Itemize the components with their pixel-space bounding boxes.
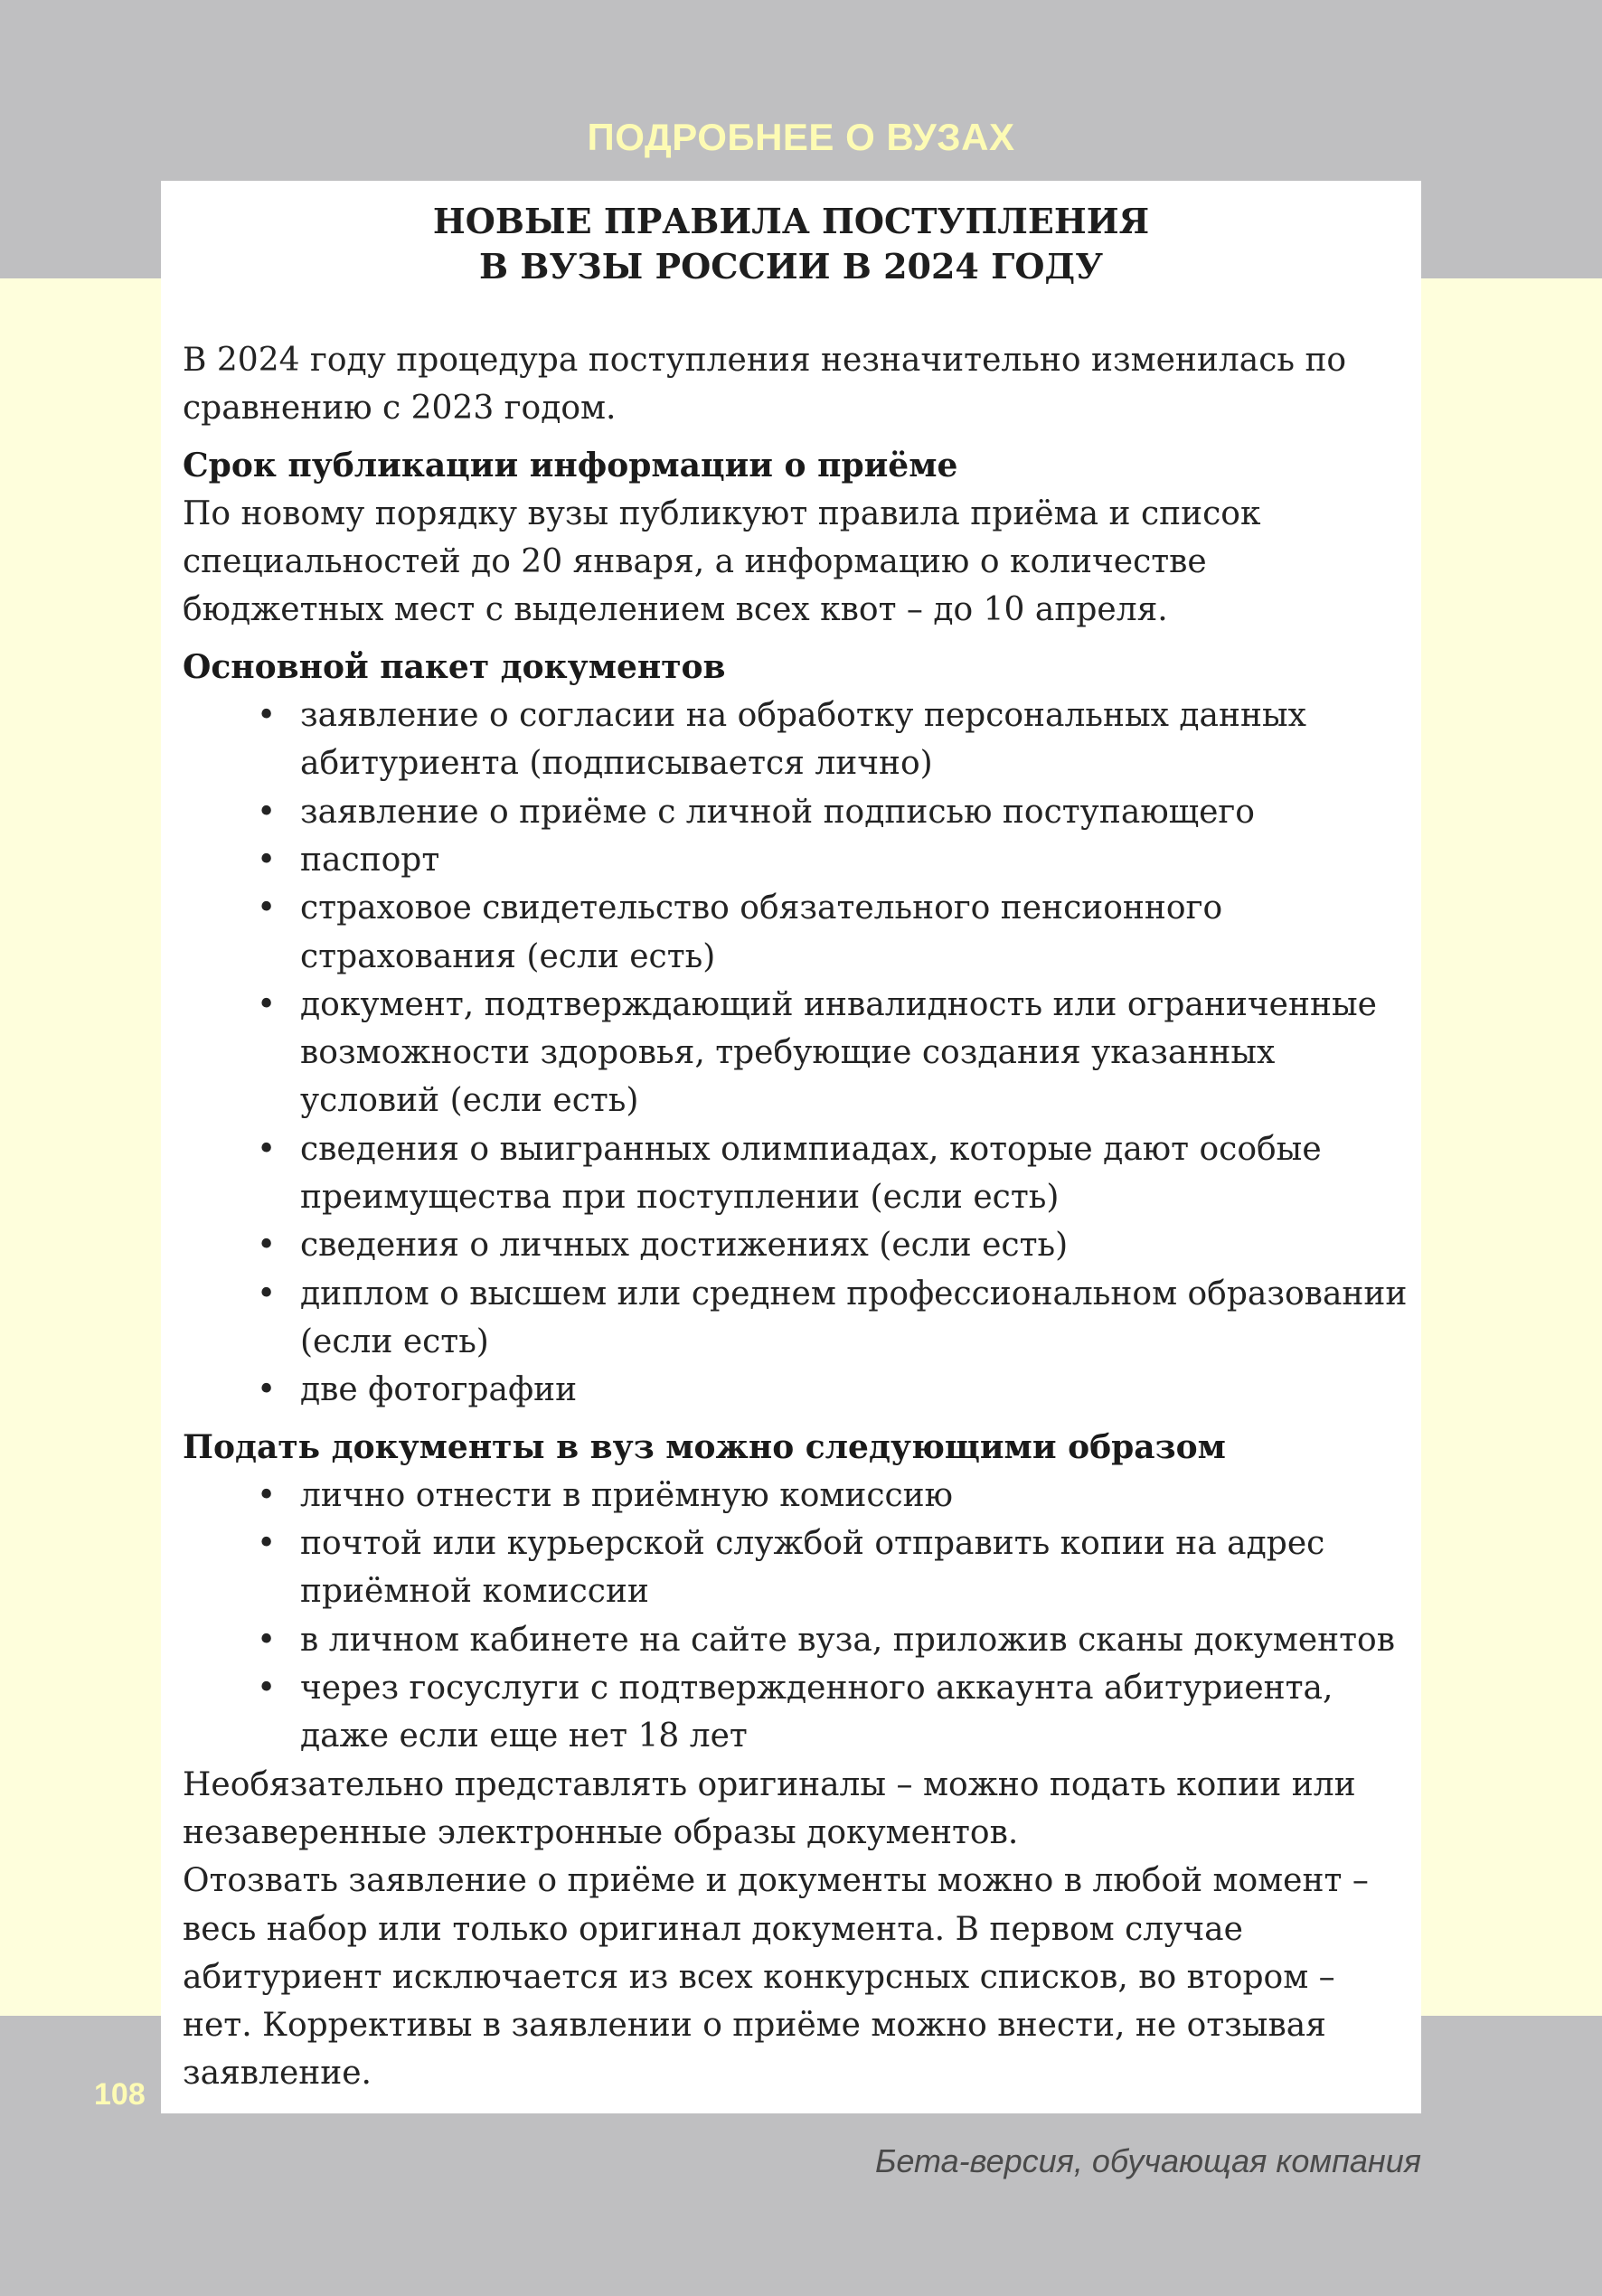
list-item: • документ, подтверждающий инвалидность или ограниченные возможности здоровья, требующие создания указанных условий (если есть) bbox=[183, 981, 1409, 1125]
page-number: 108 bbox=[94, 2077, 146, 2112]
originals-paragraph: Необязательно представлять оригиналы – можно подать копии или незаверенные электронные образы документов. bbox=[183, 1765, 1356, 1851]
footer-note: Бета-версия, обучающая компания bbox=[874, 2142, 1421, 2179]
list-item: • сведения о личных достижениях (если есть) bbox=[183, 1221, 1409, 1269]
list-item: • заявление о приёме с личной подписью поступающего bbox=[183, 788, 1409, 836]
list-item: • страховое свидетельство обязательного пенсионного страхования (если есть) bbox=[183, 884, 1409, 981]
list-item: • заявление о согласии на обработку персональных данных абитуриента (подписывается лично) bbox=[183, 692, 1409, 788]
list-item: • сведения о выигранных олимпиадах, которые дают особые преимущества при поступлении (если есть) bbox=[183, 1125, 1409, 1222]
section-label: ПОДРОБНЕЕ О ВУЗАХ bbox=[587, 116, 1015, 158]
section-heading-publication: Срок публикации информации о приёме bbox=[183, 446, 958, 485]
list-item: • лично отнести в приёмную комиссию bbox=[183, 1472, 1409, 1520]
list-item: • две фотографии bbox=[183, 1366, 1409, 1414]
publication-paragraph: По новому порядку вузы публикуют правила приёма и список специальностей до 20 января, а информацию о количестве бюджетных мест с выделением всех квот – до 10 апреля. bbox=[183, 494, 1261, 629]
article-title bbox=[161, 199, 1421, 289]
section-heading-submission: Подать документы в вуз можно следующими образом bbox=[183, 1427, 1226, 1466]
list-item: • диплом о высшем или среднем профессиональном образовании (если есть) bbox=[183, 1270, 1409, 1367]
documents-list bbox=[183, 692, 1409, 1414]
article-card bbox=[161, 181, 1421, 2113]
article-title-line-2: В ВУЗЫ РОССИИ В 2024 ГОДУ bbox=[478, 246, 1104, 287]
article-title-line-1: НОВЫЕ ПРАВИЛА ПОСТУПЛЕНИЯ bbox=[432, 201, 1150, 241]
submission-list bbox=[183, 1472, 1409, 1761]
article-content bbox=[183, 336, 1409, 2098]
list-item: • почтой или курьерской службой отправить копии на адрес приёмной комиссии bbox=[183, 1520, 1409, 1616]
list-item: • паспорт bbox=[183, 836, 1409, 884]
withdrawal-paragraph: Отозвать заявление о приёме и документы можно в любой момент – весь набор или только оригинал документа. В первом случае абитуриент исключается из всех конкурсных списков, во втором – нет. Коррективы в заявлении о приёме можно внести, не отзывая заявление. bbox=[183, 1862, 1369, 2093]
list-item: • в личном кабинете на сайте вуза, приложив сканы документов bbox=[183, 1616, 1409, 1664]
list-item: • через госуслуги с подтвержденного аккаунта абитуриента, даже если еще нет 18 лет bbox=[183, 1664, 1409, 1761]
intro-paragraph: В 2024 году процедура поступления незначительно изменилась по сравнению с 2023 годом. bbox=[183, 342, 1347, 428]
section-heading-documents: Основной пакет документов bbox=[183, 647, 726, 686]
